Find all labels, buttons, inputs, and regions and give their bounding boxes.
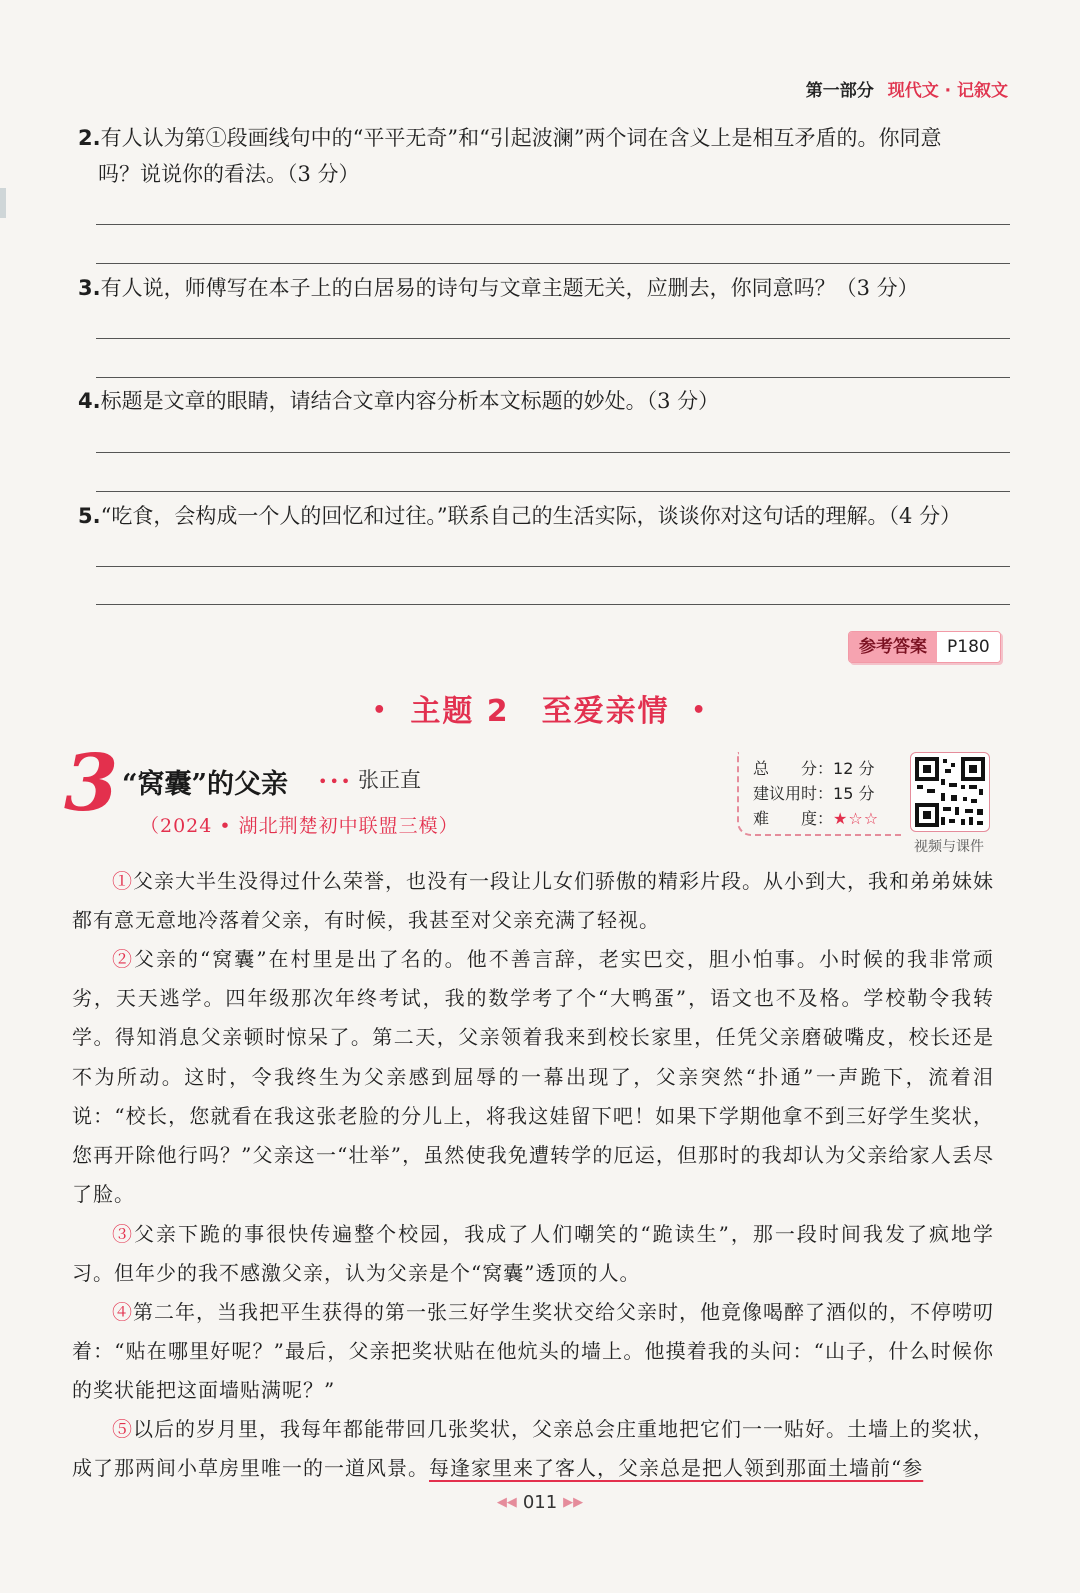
question-number: 2. xyxy=(78,126,101,150)
info-total-label: 总 分： xyxy=(753,759,834,778)
answer-line[interactable] xyxy=(96,604,1010,605)
article-number: 3 xyxy=(64,738,119,829)
question-text: 有人认为第①段画线句中的“平平无奇”和“引起波澜”两个词在含义上是相互矛盾的。你同意 xyxy=(100,126,942,150)
info-time-label: 建议用时： xyxy=(753,784,834,803)
paragraph-text: 父亲下跪的事很快传遍整个校园，我成了人们嘲笑的“跪读生”，那一段时间我发了疯地学习。但年少的我不感激父亲，认为父亲是个“窝囊”透顶的人。 xyxy=(72,1222,994,1286)
page-footer xyxy=(0,1492,1080,1513)
paragraph-1 xyxy=(72,862,994,940)
paragraph-text: 第二年，当我把平生获得的第一张三好学生奖状交给父亲时，他竟像喝醉了酒似的，不停唠叨着：“贴在哪里好呢？”最后，父亲把奖状贴在他炕头的墙上。他摸着我的头问：“山子，什么时候你的奖状能把这面墙贴满呢？” xyxy=(72,1300,994,1403)
paragraph-marker: ③ xyxy=(112,1222,135,1246)
paragraph-3 xyxy=(72,1215,994,1293)
info-difficulty-label: 难 度： xyxy=(753,809,834,828)
info-time xyxy=(753,781,874,804)
qr-caption: 视频与课件 xyxy=(914,839,984,855)
qr-code[interactable] xyxy=(910,752,990,832)
info-difficulty xyxy=(753,806,879,829)
paragraph-marker: ① xyxy=(112,869,133,893)
reference-answer-label: 参考答案 xyxy=(849,632,937,662)
info-total-value: 12 分 xyxy=(833,759,875,778)
title-dots: ••• xyxy=(318,772,353,791)
question-number: 3. xyxy=(78,276,101,300)
question-number: 5. xyxy=(78,504,101,528)
paragraph-4 xyxy=(72,1293,994,1411)
header-part: 第一部分 xyxy=(805,81,874,101)
answer-line[interactable] xyxy=(96,263,1010,264)
answer-line[interactable] xyxy=(96,338,1010,339)
article-author: 张正直 xyxy=(358,768,421,792)
difficulty-stars: ★☆☆ xyxy=(833,809,880,828)
question-number: 4. xyxy=(78,389,101,413)
theme-dot-right: • xyxy=(691,698,708,723)
paragraph-text: 父亲大半生没得过什么荣誉，也没有一段让儿女们骄傲的精彩片段。从小到大，我和弟弟妹妹都有意无意地冷落着父亲，有时候，我甚至对父亲充满了轻视。 xyxy=(72,869,994,933)
reference-answer-page: P180 xyxy=(937,632,1000,662)
paragraph-marker: ② xyxy=(112,947,135,971)
header-section: 现代文 · 记叙文 xyxy=(887,81,1008,101)
answer-line[interactable] xyxy=(96,566,1010,567)
paragraph-2 xyxy=(72,940,994,1214)
arrow-right-icon: ▶▶ xyxy=(563,1495,584,1510)
reference-answer-badge[interactable] xyxy=(848,631,1001,663)
question-3 xyxy=(78,270,1018,306)
paragraph-marker: ⑤ xyxy=(112,1417,133,1441)
theme-title: 主题 2 至爱亲情 xyxy=(410,694,670,729)
paragraph-text: 以后的岁月里，我每年都能带回几张奖状，父亲总会庄重地把它们一一贴好。土墙上的奖状，成了那两间小草房里唯一的一道风景。 xyxy=(72,1417,994,1481)
answer-line[interactable] xyxy=(96,377,1010,378)
article-title: “窝囊”的父亲 xyxy=(122,769,289,800)
page-number: 011 xyxy=(522,1492,558,1513)
question-text: “吃食，会构成一个人的回忆和过往。”联系自己的生活实际，谈谈你对这句话的理解。（4 分） xyxy=(100,504,962,528)
underlined-sentence: 每逢家里来了客人，父亲总是把人领到那面土墙前“参 xyxy=(429,1456,924,1481)
question-text: 标题是文章的眼睛，请结合文章内容分析本文标题的妙处。（3 分） xyxy=(100,389,720,413)
article-source: （2024 • 湖北荆楚初中联盟三模） xyxy=(140,815,459,837)
theme-dot-left: • xyxy=(372,698,389,723)
question-4 xyxy=(78,383,1018,419)
question-2 xyxy=(78,120,1018,192)
paragraph-5 xyxy=(72,1410,994,1488)
info-total xyxy=(753,756,874,779)
answer-line[interactable] xyxy=(96,452,1010,453)
question-text: 有人说，师傅写在本子上的白居易的诗句与文章主题无关，应删去，你同意吗？（3 分） xyxy=(100,276,919,300)
qr-code-icon xyxy=(911,753,989,831)
page-edge-mark xyxy=(0,188,6,218)
answer-line[interactable] xyxy=(96,224,1010,225)
theme-heading xyxy=(0,686,1080,730)
arrow-left-icon: ◀◀ xyxy=(496,1495,517,1510)
page-header xyxy=(806,76,1008,101)
paragraph-marker: ④ xyxy=(112,1300,133,1324)
paragraph-text: 父亲的“窝囊”在村里是出了名的。他不善言辞，老实巴交，胆小怕事。小时候的我非常顽劣，天天逃学。四年级那次年终考试，我的数学考了个“大鸭蛋”，语文也不及格。学校勒令我转学。得知消息父亲顿时惊呆了。第二天，父亲领着我来到校长家里，任凭父亲磨破嘴皮，校长还是不为所动。这时，令我终生为父亲感到屈辱的一幕出现了，父亲突然“扑通”一声跪下，流着泪说：“校长，您就看在我这张老脸的分儿上，将我这娃留下吧！如果下学期他拿不到三好学生奖状，您再开除他行吗？”父亲这一“壮举”，虽然使我免遭转学的厄运，但那时的我却认为父亲给家人丢尽了脸。 xyxy=(72,947,994,1207)
info-box xyxy=(737,752,903,836)
answer-line[interactable] xyxy=(96,491,1010,492)
question-5 xyxy=(78,498,1018,534)
question-text-continued: 吗？说说你的看法。（3 分） xyxy=(98,162,360,186)
info-time-value: 15 分 xyxy=(833,784,875,803)
